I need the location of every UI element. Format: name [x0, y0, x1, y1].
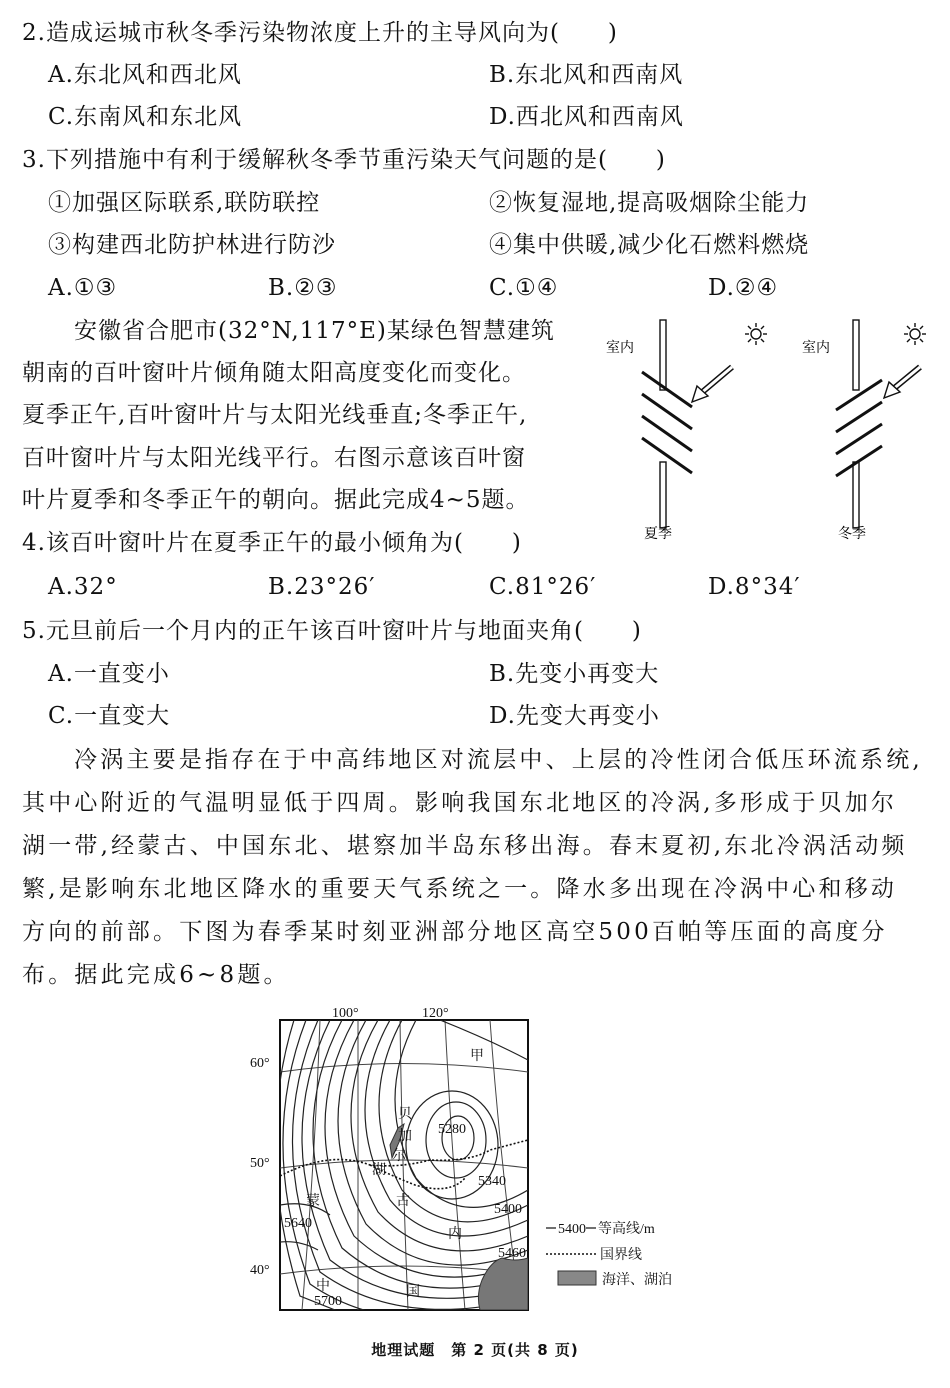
- summer-indoor-label: 室内: [606, 340, 634, 356]
- q2-stem: 2.造成运城市秋冬季污染物浓度上升的主导风向为( ): [22, 20, 618, 46]
- winter-wall-top: [853, 320, 859, 390]
- legend-contour-text: 等高线/m: [598, 1222, 655, 1237]
- q4-stem: 4.该百叶窗叶片在夏季正午的最小倾角为( ): [22, 530, 522, 556]
- passage2-line4: 繁,是影响东北地区降水的重要天气系统之一。降水多出现在冷涡中心和移动: [22, 876, 898, 902]
- lat-40-label: 40°: [250, 1263, 270, 1278]
- contour-5640-label: 5640: [284, 1216, 312, 1231]
- q3-measure-2: ②恢复湿地,提高吸烟除尘能力: [489, 190, 810, 216]
- baikal-label-3: 尔: [392, 1149, 406, 1164]
- q3-measure-1: ①加强区际联系,联防联控: [48, 190, 321, 216]
- winter-wall-bottom: [853, 462, 859, 528]
- q5-option-c[interactable]: C.一直变大: [48, 703, 171, 729]
- q2-option-a[interactable]: A.东北风和西北风: [48, 62, 242, 88]
- winter-label: 冬季: [838, 526, 866, 542]
- summer-wall-top: [660, 320, 666, 390]
- point-jia-label: 甲: [470, 1049, 484, 1064]
- contour-5460-label: 5460: [498, 1246, 526, 1261]
- q3-option-b[interactable]: B.②③: [268, 275, 338, 301]
- legend-border-text: 国界线: [600, 1248, 642, 1263]
- q2-option-d[interactable]: D.西北风和西南风: [489, 104, 684, 130]
- passage1-line3: 夏季正午,百叶窗叶片与太阳光线垂直;冬季正午,: [22, 402, 528, 428]
- passage2-line2: 其中心附近的气温明显低于四周。影响我国东北地区的冷涡,多形成于贝加尔: [22, 790, 898, 816]
- q3-measure-4: ④集中供暖,减少化石燃料燃烧: [489, 232, 810, 258]
- passage2-line6: 布。据此完成6~8题。: [22, 962, 290, 988]
- summer-wall-bottom: [660, 462, 666, 528]
- winter-sun-ray-arrow: [884, 367, 920, 398]
- summer-slats: [642, 372, 692, 473]
- contour-5280-label: 5280: [438, 1122, 466, 1137]
- sun-icon: [745, 323, 767, 345]
- contour-5400-label: 5400: [494, 1202, 522, 1217]
- q3-option-a[interactable]: A.①③: [48, 275, 118, 301]
- sun-icon: [904, 323, 926, 345]
- china-label-2: 国: [406, 1285, 420, 1300]
- q4-option-d[interactable]: D.8°34′: [708, 574, 801, 600]
- summer-sun-ray-arrow: [692, 367, 732, 402]
- contour-5700-label: 5700: [314, 1294, 342, 1309]
- q5-stem: 5.元旦前后一个月内的正午该百叶窗叶片与地面夹角( ): [22, 618, 642, 644]
- passage2-line3: 湖一带,经蒙古、中国东北、堪察加半岛东移出海。春末夏初,东北冷涡活动频: [22, 833, 908, 859]
- q4-option-b[interactable]: B.23°26′: [268, 574, 376, 600]
- baikal-label-2: 加: [398, 1129, 412, 1144]
- q4-option-a[interactable]: A.32°: [48, 574, 118, 600]
- mongolia-label-1: 蒙: [306, 1194, 320, 1209]
- legend-contour-value: 5400: [558, 1222, 586, 1237]
- contour-5340-label: 5340: [478, 1174, 506, 1189]
- q3-option-c[interactable]: C.①④: [489, 275, 559, 301]
- page-footer: 地理试题 第 2 页(共 8 页): [371, 1341, 579, 1359]
- q5-option-d[interactable]: D.先变大再变小: [489, 703, 660, 729]
- passage1-line4: 百叶窗叶片与太阳光线平行。右图示意该百叶窗: [22, 445, 526, 471]
- neimeng-label: 内: [448, 1227, 462, 1242]
- lon-100-label: 100°: [332, 1006, 359, 1021]
- passage1-line2: 朝南的百叶窗叶片倾角随太阳高度变化而变化。: [22, 360, 526, 386]
- lat-60-label: 60°: [250, 1056, 270, 1071]
- passage1-line5: 叶片夏季和冬季正午的朝向。据此完成4~5题。: [22, 487, 530, 513]
- winter-indoor-label: 室内: [802, 340, 830, 356]
- map-legend: [546, 1220, 672, 1288]
- contour-map: [240, 1000, 720, 1320]
- q3-option-d[interactable]: D.②④: [708, 275, 779, 301]
- baikal-label-4: 湖: [372, 1163, 386, 1178]
- blind-figure: [600, 312, 940, 552]
- q5-option-a[interactable]: A.一直变小: [48, 661, 170, 687]
- legend-water-text: 海洋、湖泊: [602, 1273, 672, 1288]
- baikal-label-1: 贝: [398, 1107, 412, 1122]
- mongolia-label-2: 古: [396, 1194, 410, 1209]
- q5-option-b[interactable]: B.先变小再变大: [489, 661, 660, 687]
- q4-option-c[interactable]: C.81°26′: [489, 574, 597, 600]
- lat-50-label: 50°: [250, 1156, 270, 1171]
- winter-slats: [836, 380, 882, 476]
- q3-stem: 3.下列措施中有利于缓解秋冬季节重污染天气问题的是( ): [22, 147, 666, 173]
- lon-120-label: 120°: [422, 1006, 449, 1021]
- passage2-line1: 冷涡主要是指存在于中高纬地区对流层中、上层的冷性闭合低压环流系统,: [74, 747, 923, 773]
- summer-label: 夏季: [644, 526, 672, 542]
- q3-measure-3: ③构建西北防护林进行防沙: [48, 232, 336, 258]
- passage2-line5: 方向的前部。下图为春季某时刻亚洲部分地区高空500百帕等压面的高度分: [22, 919, 888, 945]
- q2-option-b[interactable]: B.东北风和西南风: [489, 62, 684, 88]
- passage1-line1: 安徽省合肥市(32°N,117°E)某绿色智慧建筑: [74, 318, 555, 344]
- china-label-1: 中: [316, 1279, 330, 1294]
- q2-option-c[interactable]: C.东南风和东北风: [48, 104, 243, 130]
